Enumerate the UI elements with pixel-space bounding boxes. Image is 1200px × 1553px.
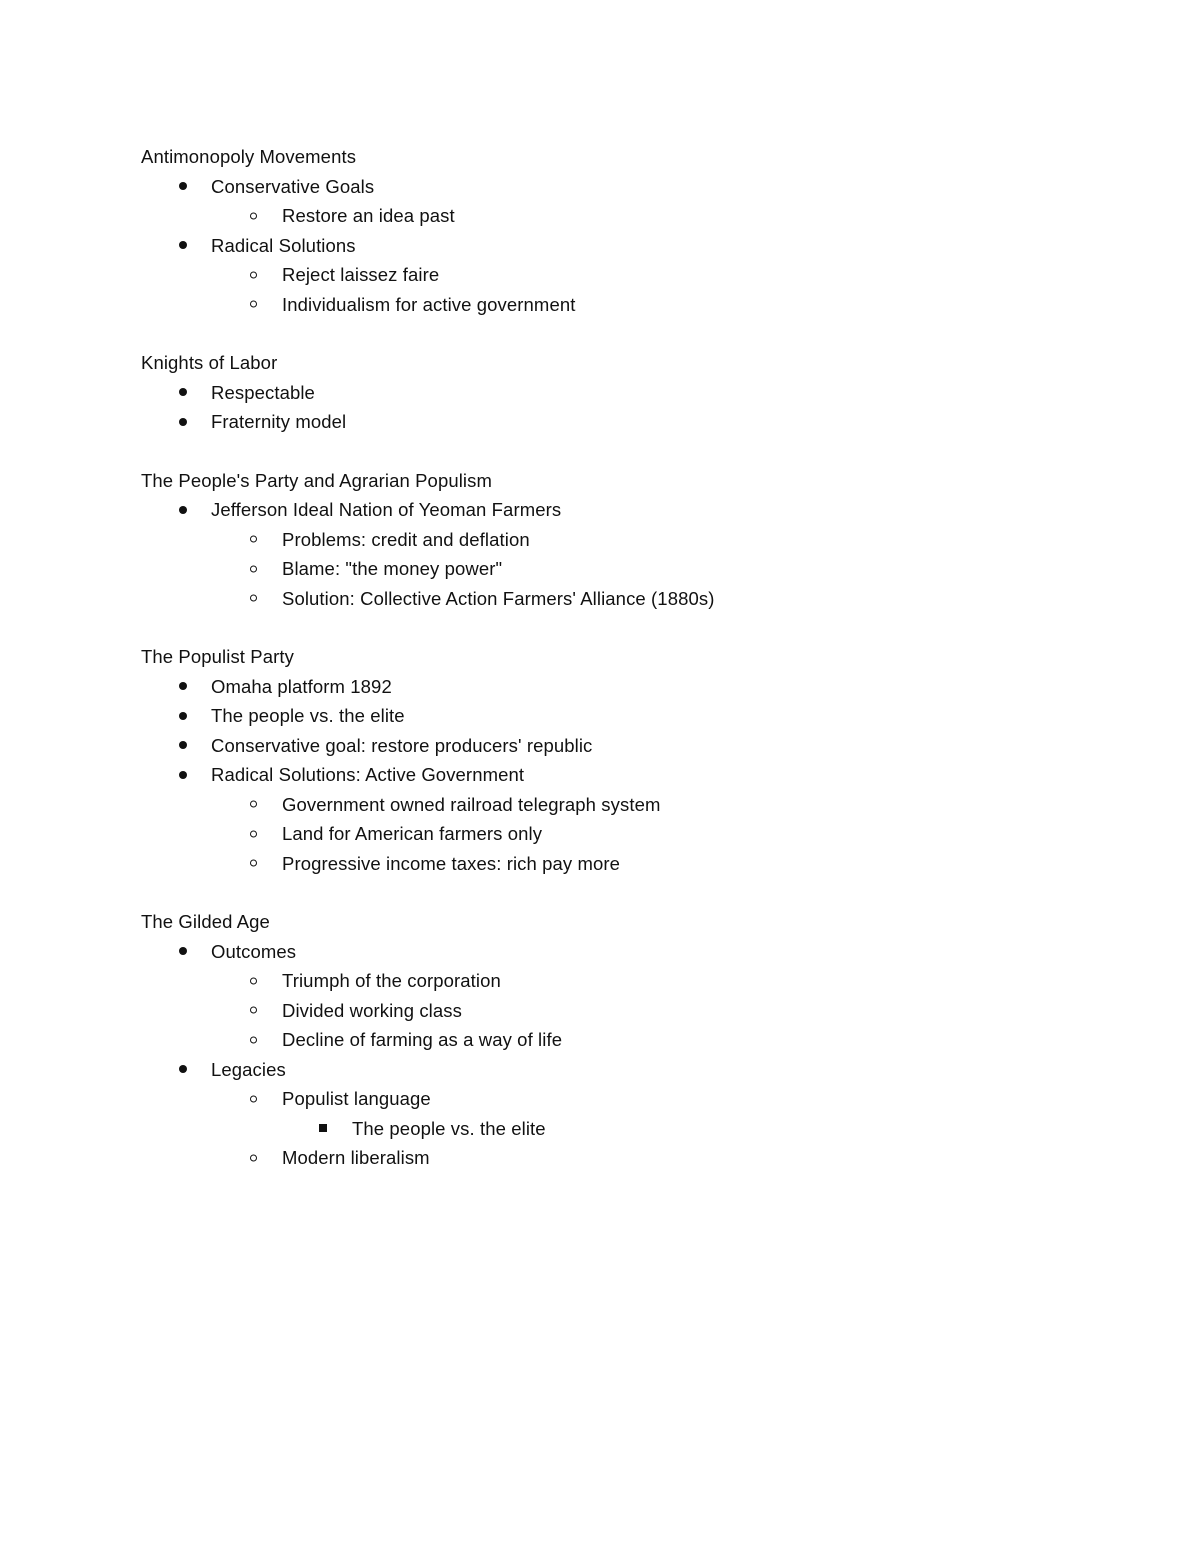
bullet-item-level-1	[141, 495, 1041, 525]
bullet-item-level-2	[141, 554, 1041, 584]
hollow-circle-bullet-icon	[250, 595, 257, 602]
bullet-text: Restore an idea past	[282, 205, 455, 226]
hollow-circle-bullet-icon	[250, 860, 257, 867]
filled-circle-bullet-icon	[179, 1065, 187, 1073]
outline-section	[141, 142, 1041, 319]
hollow-circle-bullet-icon	[250, 1095, 257, 1102]
outline-section	[141, 348, 1041, 437]
bullet-text: Divided working class	[282, 999, 462, 1021]
section-heading: Knights of Labor	[141, 352, 278, 373]
bullet-text: Triumph of the corporation	[282, 970, 501, 991]
filled-circle-bullet-icon	[179, 506, 187, 514]
bullet-text: Solution: Collective Action Farmers' Alliance (1880s)	[282, 587, 715, 609]
bullet-text: Jefferson Ideal Nation of Yeoman Farmers	[211, 499, 562, 520]
section-heading: The Gilded Age	[141, 911, 270, 932]
hollow-circle-bullet-icon	[250, 565, 257, 572]
hollow-circle-bullet-icon	[250, 1007, 257, 1014]
filled-circle-bullet-icon	[179, 771, 187, 779]
outline-section	[141, 642, 1041, 878]
hollow-circle-bullet-icon	[250, 301, 257, 308]
document-body	[141, 142, 1041, 1202]
bullet-item-level-2	[141, 1084, 1041, 1114]
hollow-circle-bullet-icon	[250, 1154, 257, 1161]
bullet-item-level-2	[141, 966, 1041, 996]
bullet-text: Decline of farming as a way of life	[282, 1029, 563, 1050]
bullet-item-level-1	[141, 172, 1041, 202]
bullet-text: Problems: credit and deflation	[282, 528, 530, 550]
filled-circle-bullet-icon	[179, 947, 187, 955]
bullet-item-level-1	[141, 672, 1041, 702]
bullet-item-level-1	[141, 378, 1041, 408]
bullet-item-level-2	[141, 1143, 1041, 1173]
bullet-item-level-2	[141, 201, 1041, 231]
bullet-item-level-1	[141, 937, 1041, 967]
bullet-item-level-2	[141, 1025, 1041, 1055]
bullet-item-level-2	[141, 290, 1041, 320]
bullet-item-level-2	[141, 790, 1041, 820]
bullet-text: Government owned railroad telegraph system	[282, 793, 661, 815]
bullet-item-level-1	[141, 760, 1041, 790]
hollow-circle-bullet-icon	[250, 536, 257, 543]
bullet-text: Blame: "the money power"	[282, 558, 503, 579]
bullet-text: The people vs. the elite	[352, 1117, 546, 1139]
outline-section	[141, 466, 1041, 614]
bullet-item-level-2	[141, 525, 1041, 555]
bullet-text: Land for American farmers only	[282, 823, 543, 844]
bullet-text: Legacies	[211, 1058, 286, 1080]
filled-circle-bullet-icon	[179, 682, 187, 690]
hollow-circle-bullet-icon	[250, 212, 257, 219]
bullet-text: Radical Solutions	[211, 234, 356, 256]
bullet-text: Respectable	[211, 381, 315, 403]
filled-circle-bullet-icon	[179, 241, 187, 249]
section-heading: The Populist Party	[141, 646, 294, 667]
bullet-item-level-2	[141, 260, 1041, 290]
hollow-circle-bullet-icon	[250, 977, 257, 984]
bullet-text: Modern liberalism	[282, 1147, 430, 1168]
bullet-text: Radical Solutions: Active Government	[211, 764, 525, 785]
bullet-text: Progressive income taxes: rich pay more	[282, 852, 621, 874]
square-bullet-icon	[319, 1124, 327, 1132]
section-heading: Antimonopoly Movements	[141, 146, 357, 167]
bullet-text: Individualism for active government	[282, 293, 576, 315]
bullet-item-level-1	[141, 1055, 1041, 1085]
bullet-item-level-3	[141, 1114, 1041, 1144]
bullet-text: Conservative goal: restore producers' republic	[211, 734, 593, 756]
filled-circle-bullet-icon	[179, 712, 187, 720]
outline-section	[141, 907, 1041, 1173]
hollow-circle-bullet-icon	[250, 830, 257, 837]
bullet-item-level-2	[141, 996, 1041, 1026]
bullet-text: Populist language	[282, 1088, 431, 1109]
hollow-circle-bullet-icon	[250, 1036, 257, 1043]
bullet-text: Conservative Goals	[211, 175, 375, 197]
bullet-text: Omaha platform 1892	[211, 675, 392, 697]
bullet-text: Outcomes	[211, 940, 297, 962]
bullet-text: Reject laissez faire	[282, 264, 440, 285]
bullet-text: The people vs. the elite	[211, 705, 405, 726]
bullet-item-level-1	[141, 407, 1041, 437]
filled-circle-bullet-icon	[179, 388, 187, 396]
section-heading: The People's Party and Agrarian Populism	[141, 469, 493, 491]
filled-circle-bullet-icon	[179, 182, 187, 190]
hollow-circle-bullet-icon	[250, 271, 257, 278]
bullet-item-level-2	[141, 819, 1041, 849]
bullet-item-level-1	[141, 701, 1041, 731]
bullet-item-level-2	[141, 849, 1041, 879]
filled-circle-bullet-icon	[179, 741, 187, 749]
bullet-text: Fraternity model	[211, 411, 347, 432]
hollow-circle-bullet-icon	[250, 801, 257, 808]
bullet-item-level-1	[141, 731, 1041, 761]
filled-circle-bullet-icon	[179, 418, 187, 426]
bullet-item-level-1	[141, 231, 1041, 261]
bullet-item-level-2	[141, 584, 1041, 614]
